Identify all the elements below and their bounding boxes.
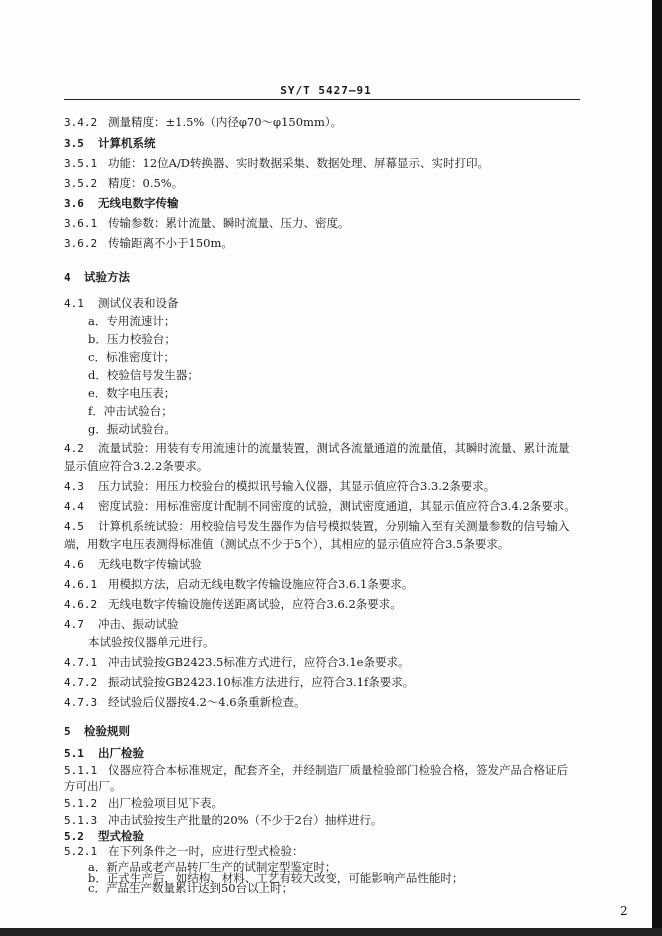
clause-text: 无线电数字传输 — [98, 196, 179, 210]
list-item-b: b．压力校验台； — [88, 332, 176, 346]
clause-4-6 — [64, 557, 202, 572]
clause-4-7 — [64, 617, 179, 632]
list-item-f: f．冲击试验台； — [88, 404, 173, 418]
clause-text: 型式检验 — [98, 829, 144, 844]
clause-text: 精度：0.5%。 — [108, 176, 184, 190]
clause-number: 3.5 — [64, 137, 84, 150]
clause-text: 振动试验按GB2423.10标准方法进行，应符合3.1f条要求。 — [108, 675, 415, 689]
clause-number: 5.2 — [64, 830, 84, 844]
clause-text: 检验规则 — [84, 724, 130, 739]
clause-text: 冲击、振动试验 — [98, 617, 179, 631]
clause-number: 4.7.3 — [64, 696, 98, 709]
clause-number: 4.4 — [64, 500, 84, 513]
clause-4-2 — [64, 441, 570, 456]
clause-number: 4.3 — [64, 480, 84, 493]
clause-4-6-2 — [64, 597, 402, 612]
clause-4-7-note: 本试验按仪器单元进行。 — [88, 635, 215, 649]
clause-number: 4.5 — [64, 520, 84, 533]
clause-number: 5 — [64, 725, 71, 739]
clause-text: b．正式生产后，如结构、材料、工艺有较大改变，可能影响产品性能时； — [88, 870, 464, 885]
clause-text: 测量精度：±1.5%（内径φ70～φ150mm）。 — [108, 115, 343, 129]
header-rule — [64, 99, 580, 100]
clause-4-5 — [64, 519, 570, 534]
clause-text: 计算机系统试验：用校验信号发生器作为信号模拟装置，分别输入至有关测量参数的信号输入 — [98, 519, 570, 533]
section-5-1-heading — [64, 746, 144, 761]
list-item-c: c．标准密度计； — [88, 350, 175, 364]
scan-border-bottom — [0, 928, 662, 936]
clause-number: 3.5.1 — [64, 157, 98, 170]
clause-number: 3.6 — [64, 197, 84, 210]
clause-text: 密度试验：用标准密度计配制不同密度的试验，测试密度通道，其显示值应符合3.4.2条要求。 — [98, 499, 576, 513]
clause-number: 4.7.2 — [64, 676, 98, 689]
clause-text: 经试验后仪器按4.2～4.6条重新检查。 — [108, 695, 306, 709]
section-4-heading — [64, 270, 130, 285]
clause-3-5-1 — [64, 156, 489, 171]
clause-text: 计算机系统 — [98, 136, 156, 150]
clause-number: 5.1.3 — [64, 813, 98, 827]
clause-text: 流量试验：用装有专用流速计的流量装置，测试各流量通道的流量值，其瞬时流量、累计流量 — [98, 441, 570, 455]
clause-4-7-1 — [64, 655, 409, 670]
list-item-g: g．振动试验台。 — [88, 422, 176, 436]
clause-number: 4.7.1 — [64, 656, 98, 669]
clause-3-5-2 — [64, 176, 183, 191]
clause-text: 在下列条件之一时，应进行型式检验： — [108, 844, 304, 859]
list-item-e: e．数字电压表； — [88, 386, 176, 400]
clause-text: 压力试验：用压力校验台的模拟讯号输入仪器，其显示值应符合3.3.2条要求。 — [98, 479, 496, 493]
clause-text: 传输距离不小于150m。 — [108, 236, 233, 250]
section-3-5-heading — [64, 136, 156, 151]
clause-5-1-3 — [64, 813, 382, 828]
clause-text: 出厂检验项目见下表。 — [108, 795, 223, 810]
clause-number: 3.6.2 — [64, 237, 98, 250]
clause-text: 无线电数字传输试验 — [98, 557, 202, 571]
clause-text: 用模拟方法，启动无线电数字传输设施应符合3.6.1条要求。 — [108, 577, 414, 591]
clause-4-2-cont: 显示值应符合3.2.2条要求。 — [64, 459, 209, 473]
clause-text: 试验方法 — [84, 270, 130, 284]
clause-5-1-2 — [64, 796, 223, 811]
clause-text: 无线电数字传输设施传送距离试验，应符合3.6.2条要求。 — [108, 597, 402, 611]
clause-4-3 — [64, 479, 495, 494]
clause-number: 4.1 — [64, 297, 84, 310]
clause-number: 3.4.2 — [64, 116, 98, 129]
section-5-2-heading — [64, 829, 144, 844]
list-item-5-2-1-c — [88, 881, 293, 895]
clause-text: 仪器应符合本标准规定，配套齐全，并经制造厂质量检验部门检验合格，签发产品合格证后 — [108, 763, 568, 777]
clause-number: 3.5.2 — [64, 177, 98, 190]
clause-number: 5.1 — [64, 747, 84, 761]
clause-5-2-1 — [64, 844, 304, 859]
clause-4-4 — [64, 499, 576, 514]
clause-4-7-2 — [64, 675, 414, 690]
section-3-6-heading — [64, 196, 179, 211]
clause-number: 5.1.2 — [64, 796, 98, 810]
clause-number: 4.6 — [64, 558, 84, 571]
clause-4-6-1 — [64, 577, 413, 592]
clause-number: 5.1.1 — [64, 764, 98, 777]
clause-text: 测试仪表和设备 — [98, 296, 179, 310]
clause-3-6-1 — [64, 216, 350, 231]
clause-text: 功能：12位A/D转换器、实时数据采集、数据处理、屏幕显示、实时打印。 — [108, 156, 490, 170]
clause-4-1 — [64, 296, 179, 311]
scan-border-right — [652, 0, 662, 936]
clause-number: 4.7 — [64, 618, 84, 631]
clause-text: a．新产品或老产品转厂生产的试制定型鉴定时； — [88, 859, 337, 874]
clause-number: 4.6.2 — [64, 598, 98, 611]
standard-code-header: SY/T 5427—91 — [280, 84, 372, 97]
page-number: 2 — [620, 904, 628, 918]
clause-text: 冲击试验按生产批量的20%（不少于2台）抽样进行。 — [108, 812, 383, 827]
clause-number: 4.2 — [64, 442, 84, 455]
clause-text: c．产品生产数量累计达到50台以上时； — [88, 881, 294, 896]
clause-number: 3.6.1 — [64, 217, 98, 230]
clause-text: 出厂检验 — [98, 746, 144, 761]
clause-number: 5.2.1 — [64, 845, 98, 859]
clause-text: 传输参数：累计流量、瞬时流量、压力、密度。 — [108, 216, 350, 230]
clause-3-4-2 — [64, 115, 342, 130]
section-5-heading — [64, 724, 130, 739]
clause-4-5-cont: 端，用数字电压表测得标准值（测试点不少于5个），其相应的显示值应符合3.5条要求。 — [64, 537, 510, 551]
clause-number: 4 — [64, 271, 71, 284]
clause-number: 4.6.1 — [64, 578, 98, 591]
clause-4-7-3 — [64, 695, 306, 710]
list-item-d: d．校验信号发生器； — [88, 368, 199, 382]
clause-3-6-2 — [64, 236, 233, 251]
clause-5-1-1 — [64, 763, 568, 778]
list-item-a: a．专用流速计； — [88, 314, 176, 328]
clause-5-1-1-cont: 方可出厂。 — [64, 778, 122, 793]
clause-text: 冲击试验按GB2423.5标准方式进行，应符合3.1e条要求。 — [108, 655, 410, 669]
